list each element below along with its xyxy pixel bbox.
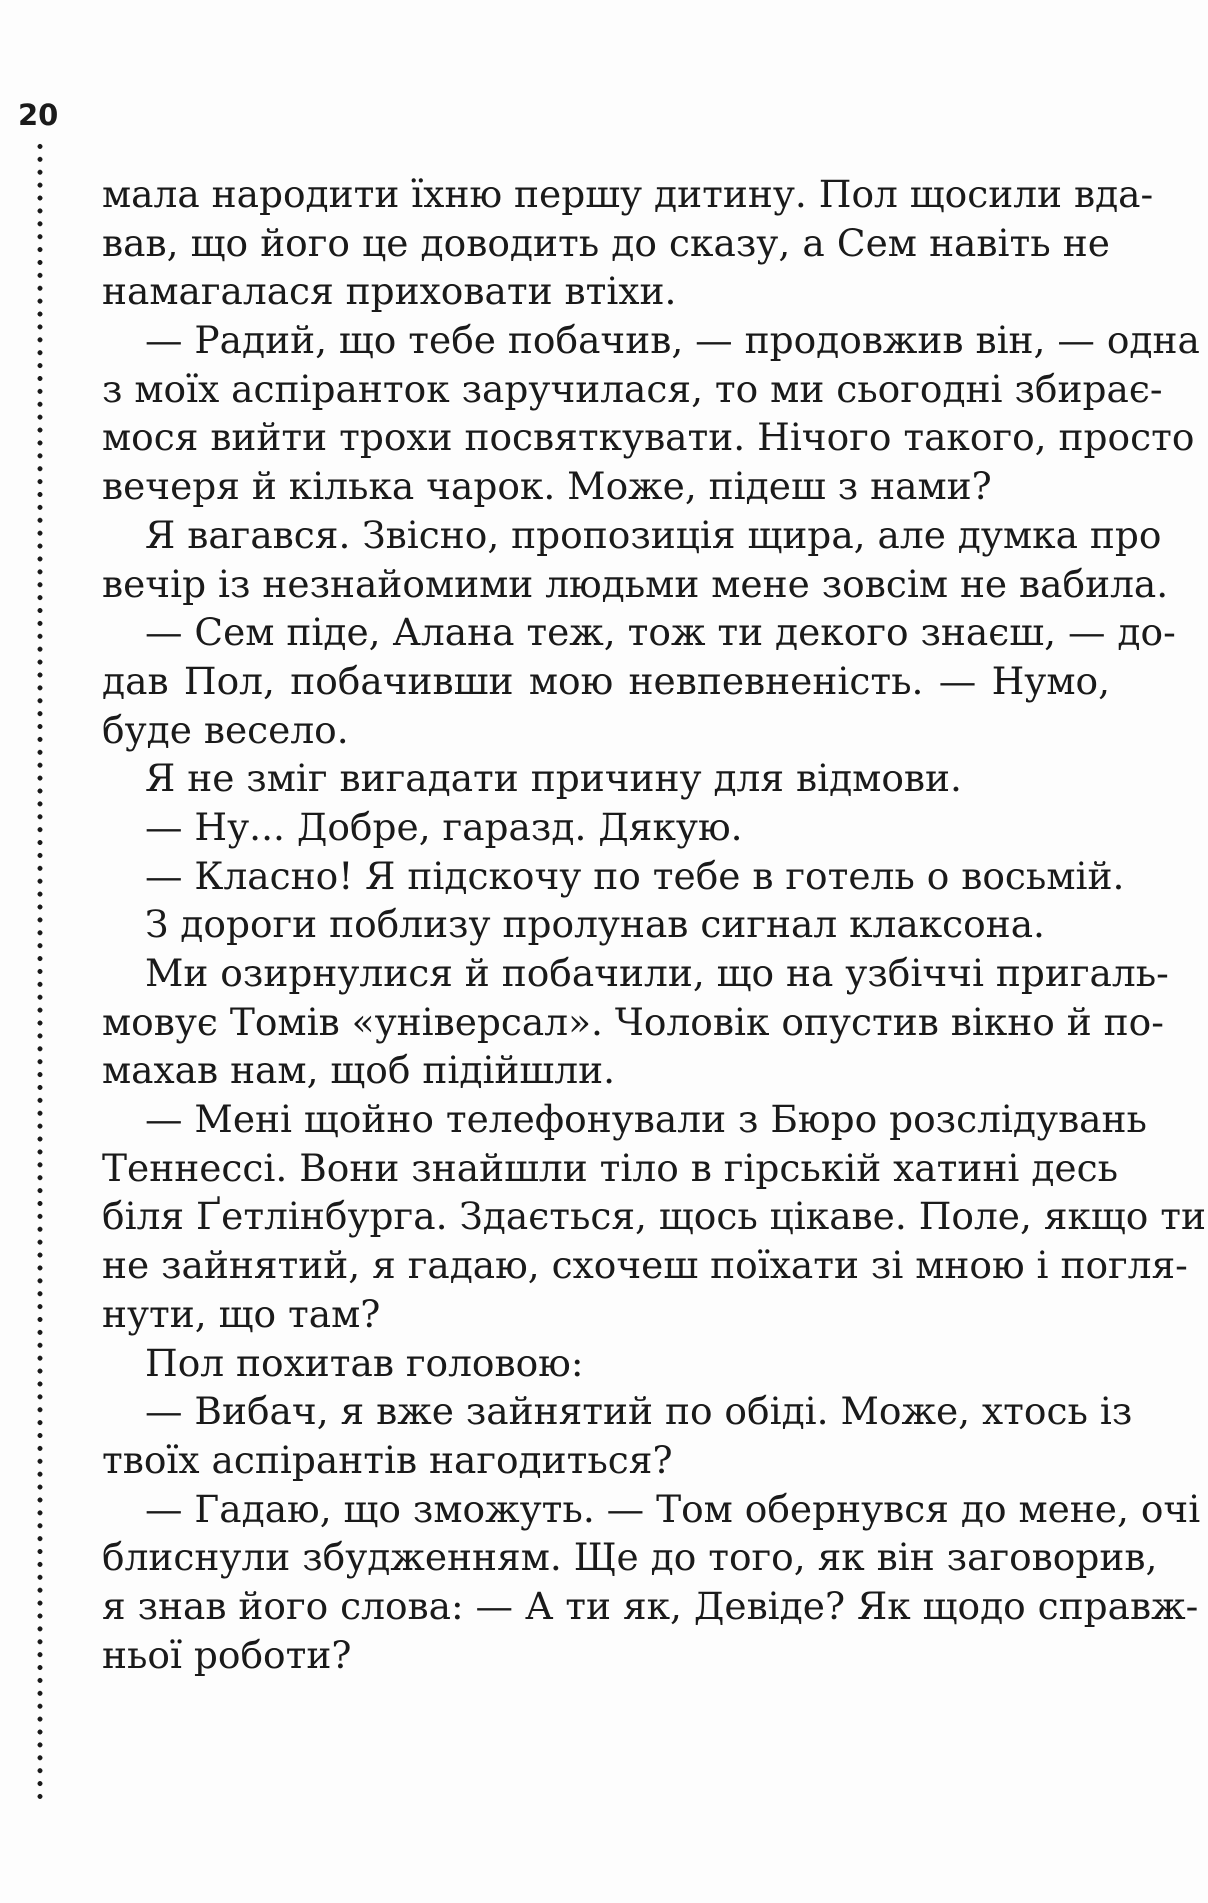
text-line: — Радий, що тебе побачив, — продовжив він, — одна	[145, 318, 1200, 363]
page-number: 20	[18, 98, 59, 132]
text-line: Я вагався. Звісно, пропозиція щира, але думка про	[145, 512, 1162, 557]
text-line: Теннессі. Вони знайшли тіло в гірській хатині десь	[102, 1145, 1119, 1190]
text-line: мала народити їхню першу дитину. Пол щосили вда-	[102, 172, 1154, 216]
text-line: — Мені щойно телефонували з Бюро розслідувань	[145, 1097, 1147, 1142]
text-line: — Класно! Я підскочу по тебе в готель о восьмій.	[145, 853, 1125, 898]
text-line: біля Ґетлінбурга. Здається, щось цікаве. Поле, якщо ти	[102, 1194, 1207, 1239]
text-line: не зайнятий, я гадаю, схочеш поїхати зі мною і погля-	[102, 1243, 1188, 1288]
dotted-margin-rule	[37, 140, 43, 1805]
text-line: блиснули збудженням. Ще до того, як він заговорив,	[102, 1535, 1158, 1580]
text-line: — Гадаю, що зможуть. — Том обернувся до мене, очі	[145, 1486, 1201, 1531]
text-line: нути, що там?	[102, 1291, 381, 1336]
text-line: мовує Томів «універсал». Чоловік опустив вікно й по-	[102, 999, 1164, 1044]
text-line: буде весело.	[102, 707, 349, 752]
text-line: Пол похитав головою:	[145, 1340, 584, 1385]
text-line: Ми озирнулися й побачили, що на узбіччі пригаль-	[145, 951, 1169, 995]
text-line: вав, що його це доводить до сказу, а Сем навіть не	[102, 220, 1110, 265]
text-line: мося вийти трохи посвяткувати. Нічого такого, просто	[102, 415, 1195, 460]
text-line: я знав його слова: — А ти як, Девіде? Як щодо справж-	[102, 1583, 1199, 1628]
text-line: — Сем піде, Алана теж, тож ти декого знаєш, — до-	[145, 610, 1176, 655]
text-line: намагалася приховати втіхи.	[102, 269, 677, 314]
text-line: вечір із незнайомими людьми мене зовсім не вабила.	[102, 561, 1169, 606]
text-line: твоїх аспірантів нагодиться?	[102, 1437, 673, 1482]
body-text	[102, 170, 1207, 1679]
text-line: — Ну... Добре, гаразд. Дякую.	[145, 804, 743, 849]
text-line: вечеря й кілька чарок. Може, підеш з нами?	[102, 464, 992, 509]
text-line: З дороги поблизу пролунав сигнал клаксона.	[145, 902, 1045, 947]
text-line: дав Пол, побачивши мою невпевненість. — Нумо,	[102, 658, 1110, 703]
text-line: ньої роботи?	[102, 1632, 352, 1677]
text-line: з моїх аспіранток заручилася, то ми сьогодні збирає-	[102, 366, 1163, 411]
text-line: махав нам, щоб підійшли.	[102, 1048, 616, 1093]
text-line: — Вибач, я вже зайнятий по обіді. Може, хтось із	[145, 1389, 1133, 1434]
text-line: Я не зміг вигадати причину для відмови.	[145, 756, 962, 801]
